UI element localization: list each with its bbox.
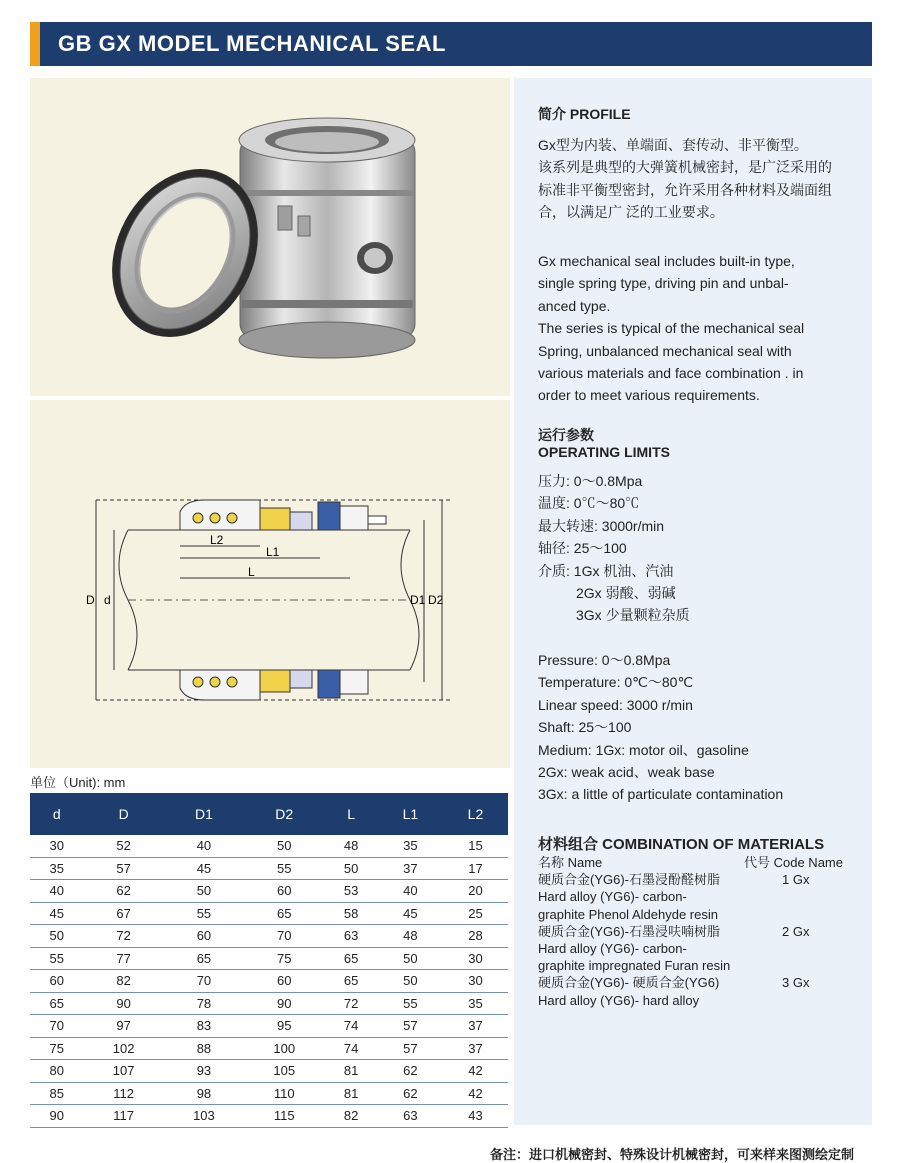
- materials-list: [538, 854, 858, 1009]
- text-line: Temperature: 0℃～80℃: [538, 674, 694, 691]
- text-line: 3Gx: a little of particulate contamination: [538, 786, 784, 803]
- dim-label-d2: D2: [428, 593, 444, 607]
- header-L2: L2: [443, 793, 508, 835]
- table-cell: 48: [324, 835, 378, 857]
- table-cell: 85: [30, 1082, 84, 1105]
- table-body: [30, 835, 508, 1127]
- table-cell: 97: [84, 1015, 164, 1038]
- table-cell: 57: [84, 857, 164, 880]
- materials-header-code: 代号 Code Name: [744, 855, 843, 870]
- material-name: graphite Phenol Aldehyde resin: [538, 906, 718, 922]
- text-line: 2Gx 弱酸、弱碱: [576, 585, 676, 602]
- table-cell: 37: [443, 1037, 508, 1060]
- table-cell: 83: [164, 1015, 244, 1038]
- table-row: [30, 1105, 508, 1128]
- table-cell: 98: [164, 1082, 244, 1105]
- table-cell: 45: [378, 902, 443, 925]
- material-code: 3 Gx: [782, 975, 810, 991]
- table-cell: 55: [244, 857, 324, 880]
- table-cell: 90: [84, 992, 164, 1015]
- table-cell: 17: [443, 857, 508, 880]
- table-cell: 70: [30, 1015, 84, 1038]
- table-cell: 112: [84, 1082, 164, 1105]
- material-name: Hard alloy (YG6)- hard alloy: [538, 992, 700, 1008]
- footnote: 备注：进口机械密封、特殊设计机械密封，可来样来图测绘定制: [489, 1147, 854, 1162]
- material-line: [538, 871, 858, 888]
- table-cell: 67: [84, 902, 164, 925]
- table-cell: 40: [164, 835, 244, 857]
- header-L1: L1: [378, 793, 443, 835]
- text-line: anced type.: [538, 297, 611, 314]
- material-line: [538, 992, 858, 1009]
- header-D1: D1: [164, 793, 244, 835]
- header-L: L: [324, 793, 378, 835]
- table-cell: 65: [244, 902, 324, 925]
- table-cell: 110: [244, 1082, 324, 1105]
- table-header-row: [30, 793, 508, 835]
- table-cell: 63: [378, 1105, 443, 1128]
- table-cell: 43: [443, 1105, 508, 1128]
- table-cell: 58: [324, 902, 378, 925]
- table-cell: 45: [30, 902, 84, 925]
- table-cell: 65: [324, 947, 378, 970]
- text-line: 2Gx: weak acid、weak base: [538, 764, 715, 781]
- table-cell: 50: [244, 835, 324, 857]
- operating-title-cn: 运行参数: [538, 427, 594, 443]
- material-line: [538, 906, 858, 923]
- header-D: D: [84, 793, 164, 835]
- header-d: d: [30, 793, 84, 835]
- text-line: 该系列是典型的大弹簧机械密封，是广泛采用的: [538, 159, 832, 176]
- table-cell: 60: [244, 880, 324, 903]
- header-accent-bar: [30, 22, 40, 66]
- mechanical-seal-photo-icon: [30, 78, 510, 396]
- material-line: [538, 974, 858, 991]
- operating-cn-text: [538, 470, 690, 627]
- table-cell: 80: [30, 1060, 84, 1083]
- material-name: Hard alloy (YG6)- carbon-: [538, 940, 687, 956]
- unit-label: 单位（Unit): mm: [30, 775, 126, 790]
- material-code: 1 Gx: [782, 872, 810, 888]
- text-line: Pressure: 0～0.8Mpa: [538, 652, 671, 668]
- table-row: [30, 880, 508, 903]
- table-cell: 62: [378, 1060, 443, 1083]
- material-line: [538, 923, 858, 940]
- table-cell: 30: [30, 835, 84, 857]
- table-row: [30, 1060, 508, 1083]
- table-row: [30, 857, 508, 880]
- page-header: [30, 22, 872, 66]
- table-cell: 77: [84, 947, 164, 970]
- table-cell: 30: [443, 947, 508, 970]
- text-line: Spring, unbalanced mechanical seal with: [538, 342, 792, 359]
- table-cell: 55: [164, 902, 244, 925]
- dimension-table: [30, 793, 508, 1128]
- profile-title: 简介 PROFILE: [538, 106, 631, 122]
- material-line: [538, 888, 858, 905]
- text-line: 标准非平衡型密封，允许采用各种材料及端面组: [538, 181, 832, 198]
- table-cell: 117: [84, 1105, 164, 1128]
- table-cell: 55: [378, 992, 443, 1015]
- table-cell: 93: [164, 1060, 244, 1083]
- operating-en-text: [538, 649, 783, 806]
- profile-en-text: [538, 250, 804, 407]
- table-cell: 35: [443, 992, 508, 1015]
- dim-label-l2: L2: [210, 533, 224, 547]
- table-cell: 37: [443, 1015, 508, 1038]
- text-line: Gx型为内装、单端面、套传动、非平衡型。: [538, 137, 808, 153]
- table-cell: 60: [30, 970, 84, 993]
- material-name: 硬质合金(YG6)-石墨浸酚醛树脂: [538, 872, 721, 888]
- table-cell: 40: [30, 880, 84, 903]
- table-cell: 57: [378, 1015, 443, 1038]
- table-cell: 60: [244, 970, 324, 993]
- table-cell: 74: [324, 1037, 378, 1060]
- table-cell: 81: [324, 1082, 378, 1105]
- table-cell: 50: [164, 880, 244, 903]
- text-line: 温度: 0℃～80℃: [538, 495, 640, 512]
- table-cell: 81: [324, 1060, 378, 1083]
- table-cell: 100: [244, 1037, 324, 1060]
- table-cell: 103: [164, 1105, 244, 1128]
- table-cell: 25: [443, 902, 508, 925]
- table-cell: 15: [443, 835, 508, 857]
- text-line: 最大转速: 3000r/min: [538, 517, 665, 534]
- table-cell: 95: [244, 1015, 324, 1038]
- text-line: Medium: 1Gx: motor oil、gasoline: [538, 741, 749, 758]
- table-cell: 40: [378, 880, 443, 903]
- table-cell: 82: [84, 970, 164, 993]
- table-cell: 65: [30, 992, 84, 1015]
- dim-label-l: L: [248, 565, 255, 579]
- material-name: Hard alloy (YG6)- carbon-: [538, 889, 687, 905]
- text-line: 合，以满足广 泛的工业要求。: [538, 204, 724, 221]
- material-line: [538, 940, 858, 957]
- dim-label-d1: D1: [410, 593, 426, 607]
- table-row: [30, 835, 508, 857]
- table-cell: 72: [84, 925, 164, 948]
- table-cell: 102: [84, 1037, 164, 1060]
- table-cell: 52: [84, 835, 164, 857]
- material-name: 硬质合金(YG6)-石墨浸呋喃树脂: [538, 923, 721, 939]
- table-cell: 82: [324, 1105, 378, 1128]
- table-cell: 115: [244, 1105, 324, 1128]
- table-cell: 70: [244, 925, 324, 948]
- dim-label-l1: L1: [266, 545, 280, 559]
- table-cell: 35: [378, 835, 443, 857]
- table-row: [30, 1082, 508, 1105]
- dim-label-d-outer: D: [86, 593, 95, 607]
- text-line: order to meet various requirements.: [538, 387, 760, 404]
- text-line: single spring type, driving pin and unbal-: [538, 275, 789, 292]
- table-cell: 78: [164, 992, 244, 1015]
- table-cell: 62: [84, 880, 164, 903]
- table-cell: 62: [378, 1082, 443, 1105]
- product-photo: [30, 78, 510, 396]
- table-row: [30, 1037, 508, 1060]
- table-cell: 75: [30, 1037, 84, 1060]
- text-line: Shaft: 25～100: [538, 719, 632, 736]
- table-cell: 65: [164, 947, 244, 970]
- cross-section-drawing: [30, 400, 510, 768]
- table-cell: 50: [30, 925, 84, 948]
- table-cell: 90: [244, 992, 324, 1015]
- materials-title: 材料组合 COMBINATION OF MATERIALS: [538, 836, 825, 853]
- table-cell: 60: [164, 925, 244, 948]
- table-row: [30, 970, 508, 993]
- table-cell: 50: [324, 857, 378, 880]
- materials-header-row: [538, 854, 858, 871]
- operating-title-en: OPERATING LIMITS: [538, 444, 670, 460]
- table-row: [30, 1015, 508, 1038]
- header-D2: D2: [244, 793, 324, 835]
- text-line: The series is typical of the mechanical seal: [538, 320, 805, 337]
- material-line: [538, 957, 858, 974]
- text-line: Gx mechanical seal includes built-in type,: [538, 253, 795, 269]
- table-row: [30, 902, 508, 925]
- table-cell: 88: [164, 1037, 244, 1060]
- text-line: various materials and face combination . in: [538, 365, 804, 382]
- profile-cn-text: [538, 134, 832, 224]
- table-cell: 75: [244, 947, 324, 970]
- table-cell: 105: [244, 1060, 324, 1083]
- table-cell: 90: [30, 1105, 84, 1128]
- text-line: 压力: 0～0.8Mpa: [538, 473, 643, 489]
- table-cell: 42: [443, 1082, 508, 1105]
- text-line: 3Gx 少量颗粒杂质: [576, 607, 690, 624]
- materials-header-name: 名称 Name: [538, 855, 603, 870]
- text-line: 介质: 1Gx 机油、汽油: [538, 562, 674, 579]
- table-cell: 70: [164, 970, 244, 993]
- table-cell: 50: [378, 947, 443, 970]
- table-cell: 37: [378, 857, 443, 880]
- table-cell: 30: [443, 970, 508, 993]
- table-cell: 65: [324, 970, 378, 993]
- table-cell: 50: [378, 970, 443, 993]
- table-cell: 28: [443, 925, 508, 948]
- table-cell: 63: [324, 925, 378, 948]
- table-row: [30, 925, 508, 948]
- material-name: 硬质合金(YG6)- 硬质合金(YG6): [538, 975, 720, 991]
- material-name: graphite impregnated Furan resin: [538, 958, 731, 974]
- table-cell: 48: [378, 925, 443, 948]
- table-cell: 55: [30, 947, 84, 970]
- table-row: [30, 947, 508, 970]
- table-cell: 35: [30, 857, 84, 880]
- material-code: 2 Gx: [782, 923, 810, 939]
- table-cell: 72: [324, 992, 378, 1015]
- table-cell: 53: [324, 880, 378, 903]
- table-cell: 107: [84, 1060, 164, 1083]
- table-cell: 42: [443, 1060, 508, 1083]
- table-cell: 57: [378, 1037, 443, 1060]
- dim-label-d-inner: d: [104, 593, 111, 607]
- table-cell: 45: [164, 857, 244, 880]
- table-cell: 74: [324, 1015, 378, 1038]
- cross-section-drawing-icon: [30, 400, 510, 768]
- text-line: 轴径: 25～100: [538, 540, 627, 557]
- table-row: [30, 992, 508, 1015]
- table-cell: 20: [443, 880, 508, 903]
- page-title: GB GX MODEL MECHANICAL SEAL: [58, 31, 446, 56]
- text-line: Linear speed: 3000 r/min: [538, 696, 693, 713]
